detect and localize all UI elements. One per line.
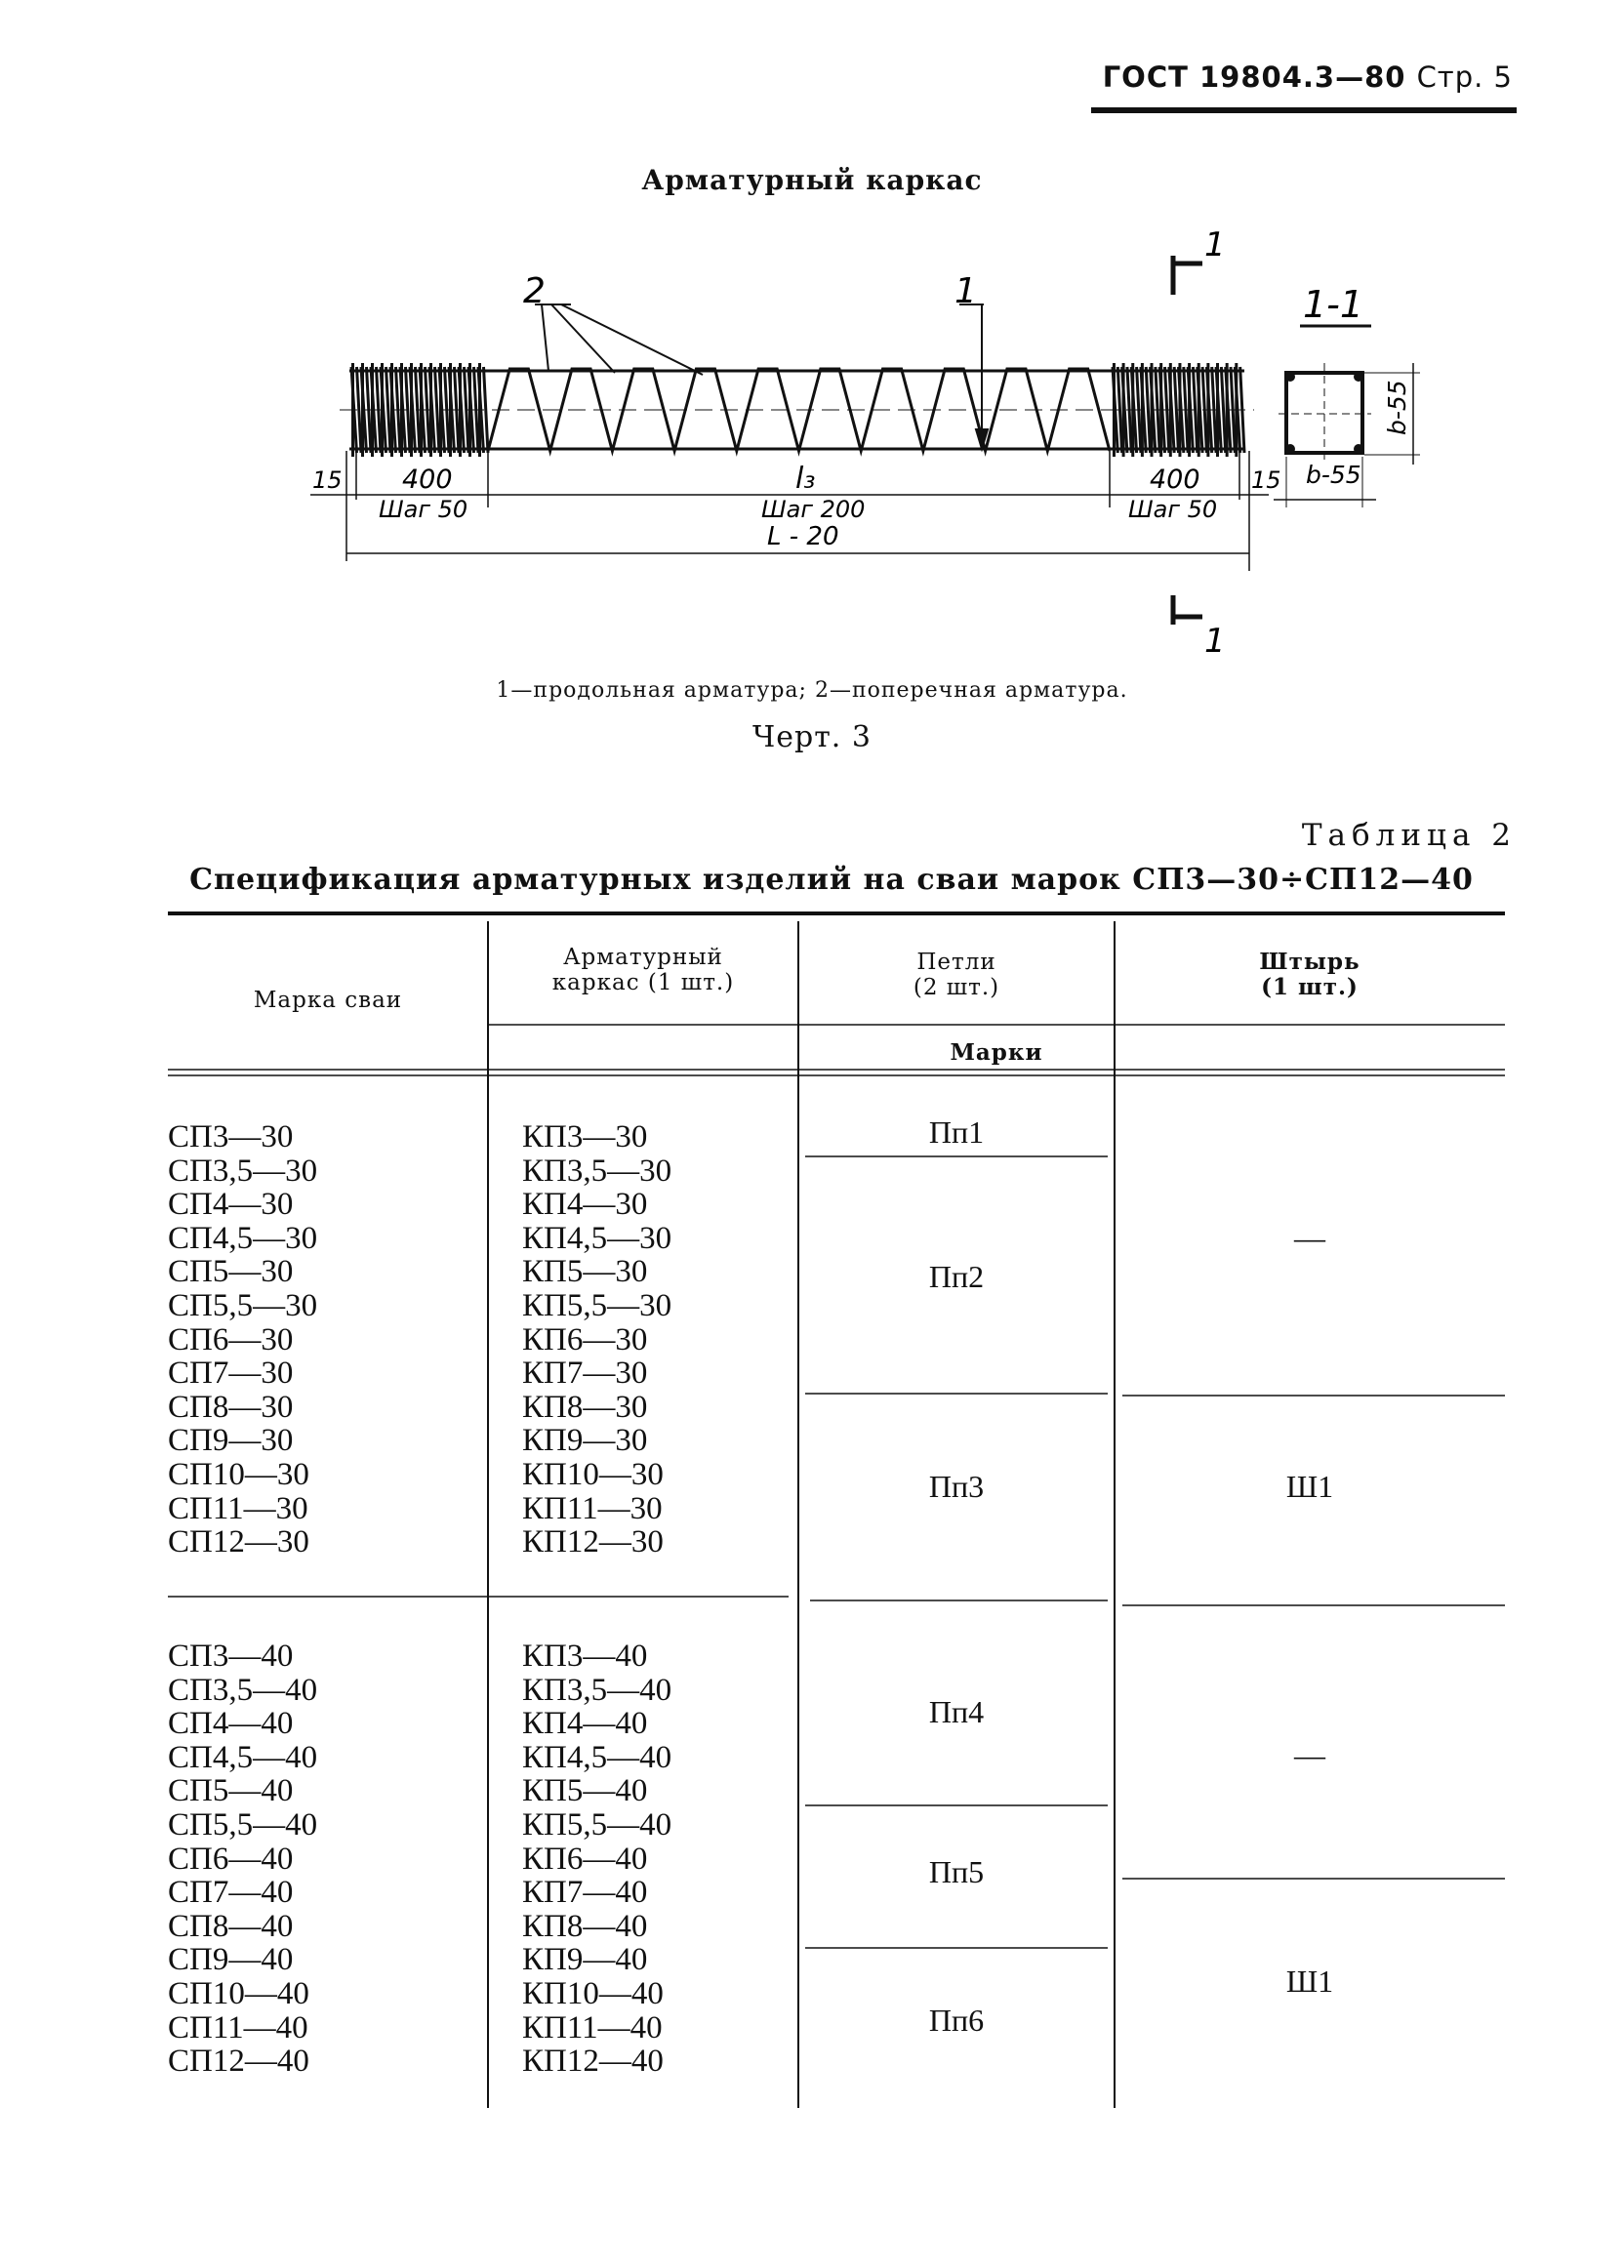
header-pin-line1: Штырь — [1259, 949, 1360, 975]
pile-mark: СП4—30 — [168, 1187, 294, 1223]
cage-mark: КП3,5—30 — [522, 1153, 672, 1189]
cage-mark: КП3—30 — [522, 1119, 648, 1154]
pile-mark: СП9—40 — [168, 1942, 294, 1978]
pile-mark: СП3,5—40 — [168, 1672, 318, 1708]
cage-mark: КП8—40 — [522, 1908, 648, 1944]
pile-mark: СП9—30 — [168, 1423, 294, 1459]
cage-mark: КП4,5—40 — [522, 1739, 672, 1775]
cage-mark: КП4—30 — [522, 1187, 648, 1223]
pile-mark: СП6—40 — [168, 1841, 294, 1877]
loop-mark: Пп1 — [928, 1114, 985, 1150]
section-height: b-55 — [1383, 380, 1411, 435]
dim-left-end: 15 — [312, 466, 343, 494]
loop-mark: Пп6 — [928, 2003, 985, 2038]
step-middle: Шаг 200 — [761, 496, 866, 523]
pile-list-40 — [168, 1640, 317, 2079]
cage-mark: КП10—30 — [522, 1456, 664, 1492]
section-mark-top: 1 — [1204, 225, 1226, 264]
cage-mark: КП3,5—40 — [522, 1672, 672, 1708]
loop-mark: Пп5 — [928, 1854, 985, 1889]
header-marks: Марки — [950, 1039, 1043, 1066]
header-loops-line1: Петли — [916, 950, 996, 975]
dim-total: L - 20 — [767, 522, 839, 551]
cage-mark: КП12—30 — [522, 1524, 664, 1560]
pile-mark: СП4—40 — [168, 1706, 294, 1742]
header-loops-line2: (2 шт.) — [913, 975, 1000, 1000]
cage-mark: КП9—40 — [522, 1942, 648, 1978]
dim-right-end: 15 — [1251, 466, 1281, 494]
cage-mark: КП11—30 — [522, 1490, 663, 1526]
loop-mark: Пп3 — [928, 1469, 985, 1504]
pile-mark: СП10—30 — [168, 1456, 309, 1492]
cage-mark: КП5,5—40 — [522, 1806, 672, 1843]
section-width: b-55 — [1306, 461, 1361, 489]
pile-mark: СП8—40 — [168, 1908, 294, 1944]
pile-mark: СП5,5—40 — [168, 1806, 318, 1843]
pile-mark: СП12—40 — [168, 2044, 309, 2080]
cage-mark: КП9—30 — [522, 1423, 648, 1459]
table-title: Спецификация арматурных изделий на сваи марок СП3—30÷СП12—40 — [189, 863, 1474, 897]
cage-mark: КП8—30 — [522, 1389, 648, 1425]
header-pile-mark: Марка сваи — [253, 988, 403, 1013]
cage-mark: КП5,5—30 — [522, 1287, 672, 1323]
dim-right-zone: 400 — [1150, 465, 1200, 495]
cage-mark: КП5—40 — [522, 1773, 648, 1809]
pile-mark: СП6—30 — [168, 1321, 294, 1357]
header-cage-line1: Арматурный — [563, 945, 723, 970]
standard-number: ГОСТ 19804.3—80 — [1102, 61, 1406, 94]
cage-mark: КП11—40 — [522, 2009, 663, 2045]
cage-mark: КП3—40 — [522, 1639, 648, 1674]
cage-mark: КП4—40 — [522, 1706, 648, 1742]
cage-mark: КП7—40 — [522, 1875, 648, 1911]
pile-list-30 — [168, 1120, 317, 1559]
pile-mark: СП4,5—30 — [168, 1220, 318, 1256]
header-pin-line2: (1 шт.) — [1261, 974, 1359, 1000]
label-pos1: 1 — [954, 271, 977, 311]
page-number: Стр. 5 — [1416, 61, 1513, 94]
pile-mark: СП3—30 — [168, 1119, 294, 1154]
pile-mark: СП8—30 — [168, 1389, 294, 1425]
pile-mark: СП3,5—30 — [168, 1153, 318, 1189]
pile-mark: СП7—30 — [168, 1356, 294, 1392]
header-pin — [1115, 950, 1505, 1000]
figure-title: Арматурный каркас — [641, 164, 983, 196]
pile-mark: СП5—30 — [168, 1254, 294, 1290]
loop-mark: Пп2 — [928, 1259, 985, 1294]
section-title: 1-1 — [1303, 283, 1364, 326]
pile-mark: СП5,5—30 — [168, 1287, 318, 1323]
figure-legend: 1—продольная арматура; 2—поперечная арматура. — [496, 678, 1128, 703]
pin-mark: Ш1 — [1285, 1469, 1334, 1504]
cage-mark: КП12—40 — [522, 2044, 664, 2080]
cage-mark: КП6—30 — [522, 1321, 648, 1357]
cage-list-40 — [522, 1640, 671, 2079]
header-cage — [488, 945, 798, 995]
header-cage-line2: каркас (1 шт.) — [551, 970, 735, 995]
step-left: Шаг 50 — [379, 496, 468, 523]
pile-mark: СП4,5—40 — [168, 1739, 318, 1775]
figure-number: Черт. 3 — [752, 720, 872, 754]
pin-mark: — — [1294, 1220, 1325, 1255]
table-number: Таблица 2 — [1301, 818, 1517, 853]
pile-mark: СП7—40 — [168, 1875, 294, 1911]
step-right: Шаг 50 — [1128, 496, 1218, 523]
pile-mark: СП10—40 — [168, 1975, 309, 2011]
cage-mark: КП7—30 — [522, 1356, 648, 1392]
pile-mark: СП11—30 — [168, 1490, 308, 1526]
pile-mark: СП12—30 — [168, 1524, 309, 1560]
cage-mark: КП6—40 — [522, 1841, 648, 1877]
cage-mark: КП10—40 — [522, 1975, 664, 2011]
cage-mark: КП4,5—30 — [522, 1220, 672, 1256]
dim-middle-zone: l₃ — [795, 462, 816, 496]
section-mark-bottom: 1 — [1204, 622, 1226, 661]
pile-mark: СП11—40 — [168, 2009, 308, 2045]
cage-list-30 — [522, 1120, 671, 1559]
dim-left-zone: 400 — [402, 465, 453, 495]
pin-mark: Ш1 — [1285, 1964, 1334, 1999]
header-loops — [798, 950, 1115, 1000]
pile-mark: СП3—40 — [168, 1639, 294, 1674]
cage-mark: КП5—30 — [522, 1254, 648, 1290]
pin-mark: — — [1294, 1737, 1325, 1772]
pile-mark: СП5—40 — [168, 1773, 294, 1809]
label-pos2: 2 — [523, 271, 546, 311]
loop-mark: Пп4 — [928, 1694, 985, 1729]
